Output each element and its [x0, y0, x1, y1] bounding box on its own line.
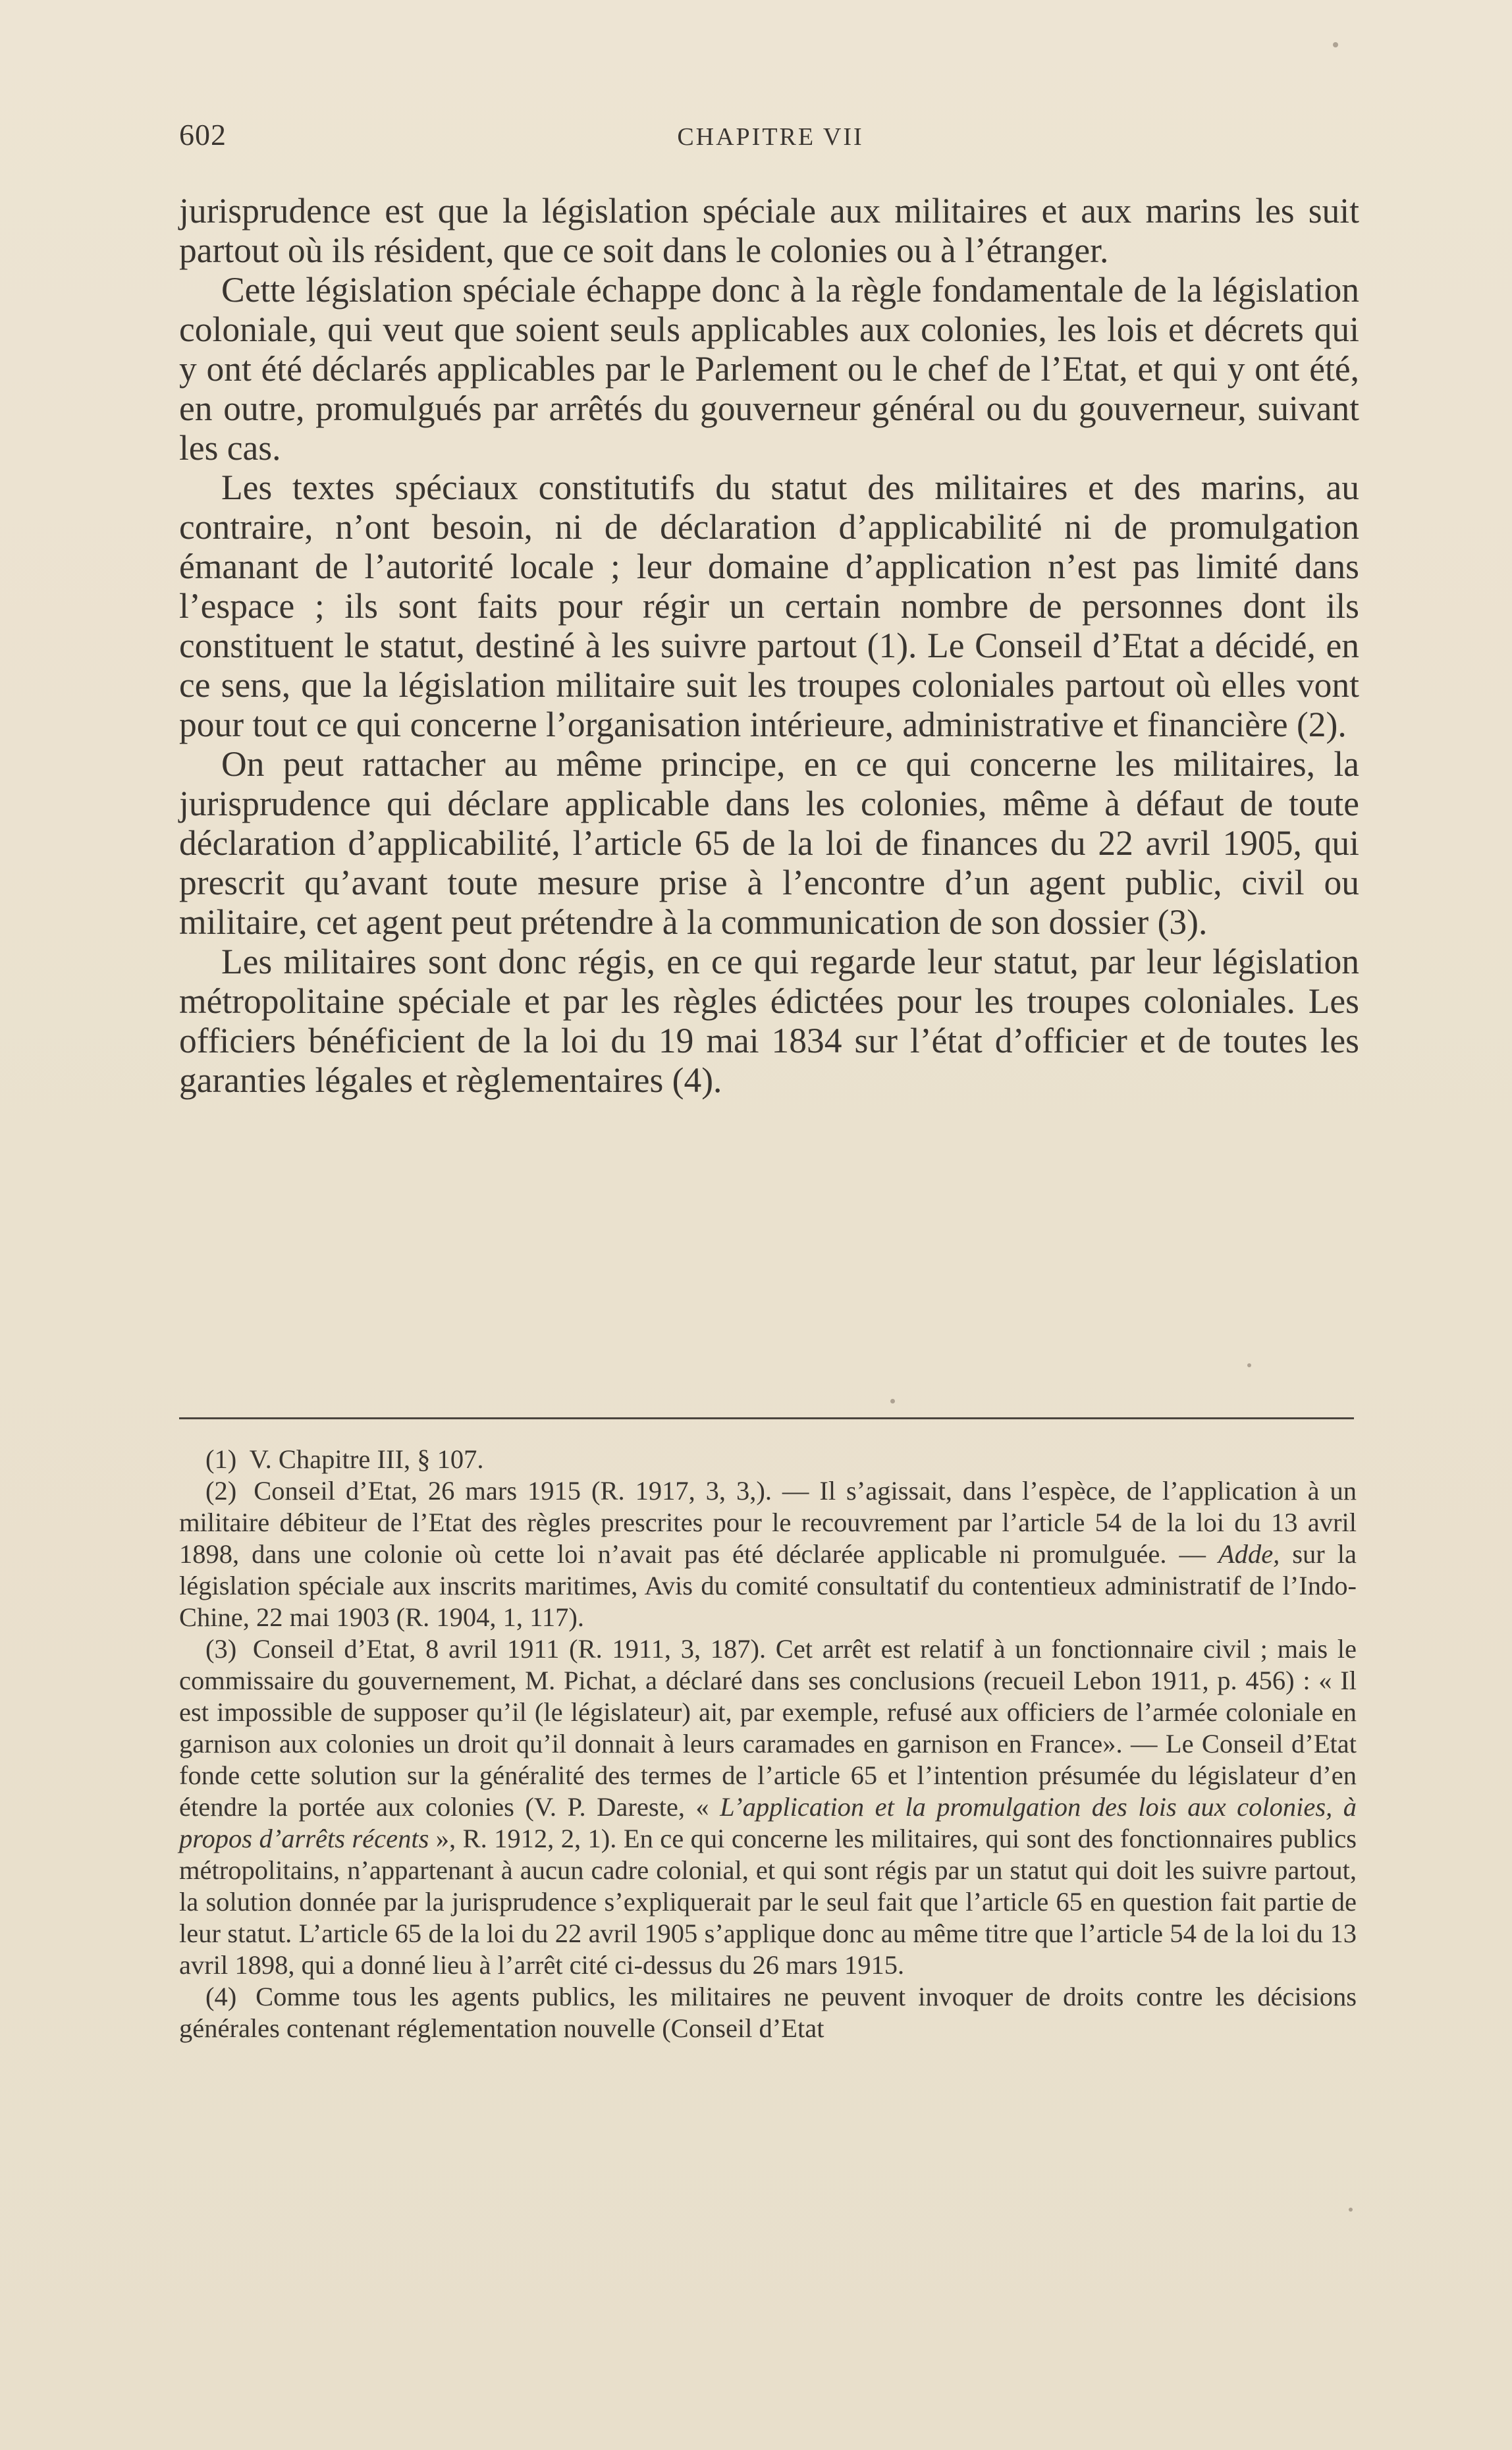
- footnote-text: Conseil d’Etat, 8 avril 1911 (R. 1911, 3, 187). Cet arrêt est relatif à un fonctionnaire civil ; mais le commissaire du gouvernement, M. Pichat, a déclaré dans ses conclusions (recueil Lebon 1911, p. 456) : « Il est impossible de supposer qu’il (le législateur) ait, par exemple, refusé aux officiers de l’armée coloniale en garnison aux colonies un droit qu’il donnait à leurs caramades en garnison en France». — Le Conseil d’Etat fonde cette solution sur la généralité des termes de l’article 65 et l’intention présumée du législateur d’en étendre la portée aux colonies (V. P. Dareste, «: [179, 1634, 1357, 1822]
- footnote-mark: (2): [205, 1476, 237, 1506]
- footnote-4: [179, 1981, 1357, 2044]
- paper-speck: [1333, 42, 1338, 47]
- paragraph: Les militaires sont donc régis, en ce qui regarde leur statut, par leur législation métropolitaine spéciale et par les règles édictées pour les troupes coloniales. Les officiers bénéficient de la loi du 19 mai 1834 sur l’état d’officier et de toutes les garanties légales et règlementaires (4).: [179, 942, 1359, 1100]
- paragraph: Les textes spéciaux constitutifs du statut des militaires et des marins, au contraire, n’ont besoin, ni de déclaration d’applicabilité ni de promulgation émanant de l’autorité locale ; leur domaine d’application n’est pas limité dans l’espace ; ils sont faits pour régir un certain nombre de personnes dont ils constituent le statut, destiné à les suivre partout (1). Le Conseil d’Etat a décidé, en ce sens, que la législation militaire suit les troupes coloniales partout où elles vont pour tout ce qui concerne l’organisation intérieure, administrative et financière (2).: [179, 468, 1359, 744]
- footnotes: [179, 1444, 1357, 2044]
- footnote-mark: (4): [205, 1982, 237, 2011]
- footnote-separator: [179, 1417, 1354, 1419]
- footnote-text: V. Chapitre III, § 107.: [249, 1444, 484, 1474]
- running-title: CHAPITRE VII: [677, 123, 864, 151]
- paragraph: Cette législation spéciale échappe donc à la règle fondamentale de la législation coloniale, qui veut que soient seuls applicables aux colonies, les lois et décrets qui y ont été déclarés applicables par le Parlement ou le chef de l’Etat, et qui y ont été, en outre, promulgués par arrêtés du gouverneur général ou du gouverneur, suivant les cas.: [179, 270, 1359, 468]
- footnote-italic: Adde,: [1218, 1539, 1280, 1569]
- paper-speck: [1349, 2208, 1353, 2212]
- footnote-text: », R. 1912, 2, 1). En ce qui concerne les militaires, qui sont des fonctionnaires publics métropolitains, n’appartenant à aucun cadre colonial, et qui sont régis par un statut qui doit les suivre partout, la solution donnée par la jurisprudence s’expliquerait par le seul fait que l’article 65 en question fait partie de leur statut. L’article 65 de la loi du 22 avril 1905 s’applique donc au même titre que l’article 54 de la loi du 13 avril 1898, qui a donné lieu à l’arrêt cité ci-dessus du 26 mars 1915.: [179, 1824, 1357, 1980]
- page-number: 602: [179, 118, 227, 151]
- footnote-2: [179, 1475, 1357, 1633]
- paper-speck: [890, 1399, 895, 1403]
- footnote-3: [179, 1633, 1357, 1981]
- footnote-text: Comme tous les agents publics, les militaires ne peuvent invoquer de droits contre les décisions générales contenant réglementation nouvelle (Conseil d’Etat: [179, 1982, 1357, 2043]
- paper-speck: [1247, 1363, 1251, 1367]
- page-header: [179, 117, 1362, 163]
- footnote-text: sur la législation spéciale aux inscrits maritimes, Avis du comité consultatif du contentieux administratif de l’Indo-Chine, 22 mai 1903 (R. 1904, 1, 117).: [179, 1539, 1357, 1632]
- main-text: [179, 191, 1359, 1100]
- paragraph: On peut rattacher au même principe, en ce qui concerne les militaires, la jurisprudence qui déclare applicable dans les colonies, même à défaut de toute déclaration d’applicabilité, l’article 65 de la loi de finances du 22 avril 1905, qui prescrit qu’avant toute mesure prise à l’encontre d’un agent public, civil ou militaire, cet agent peut prétendre à la communication de son dossier (3).: [179, 744, 1359, 942]
- footnote-mark: (3): [205, 1634, 237, 1664]
- paragraph: jurisprudence est que la législation spéciale aux militaires et aux marins les suit partout où ils résident, que ce soit dans le colonies ou à l’étranger.: [179, 191, 1359, 270]
- footnote-cited-title: L’application et la promulgation des lois aux colonies, à propos d’arrêts récents: [179, 1792, 1357, 1853]
- footnote-mark: (1): [205, 1444, 237, 1474]
- footnote-1: [179, 1444, 1357, 1475]
- footnote-text: Conseil d’Etat, 26 mars 1915 (R. 1917, 3, 3,). — Il s’agissait, dans l’espèce, de l’application à un militaire débiteur de l’Etat des règles prescrites pour le recouvrement par l’article 54 de la loi du 13 avril 1898, dans une colonie où cette loi n’avait pas été déclarée applicable ni promulguée. —: [179, 1476, 1357, 1569]
